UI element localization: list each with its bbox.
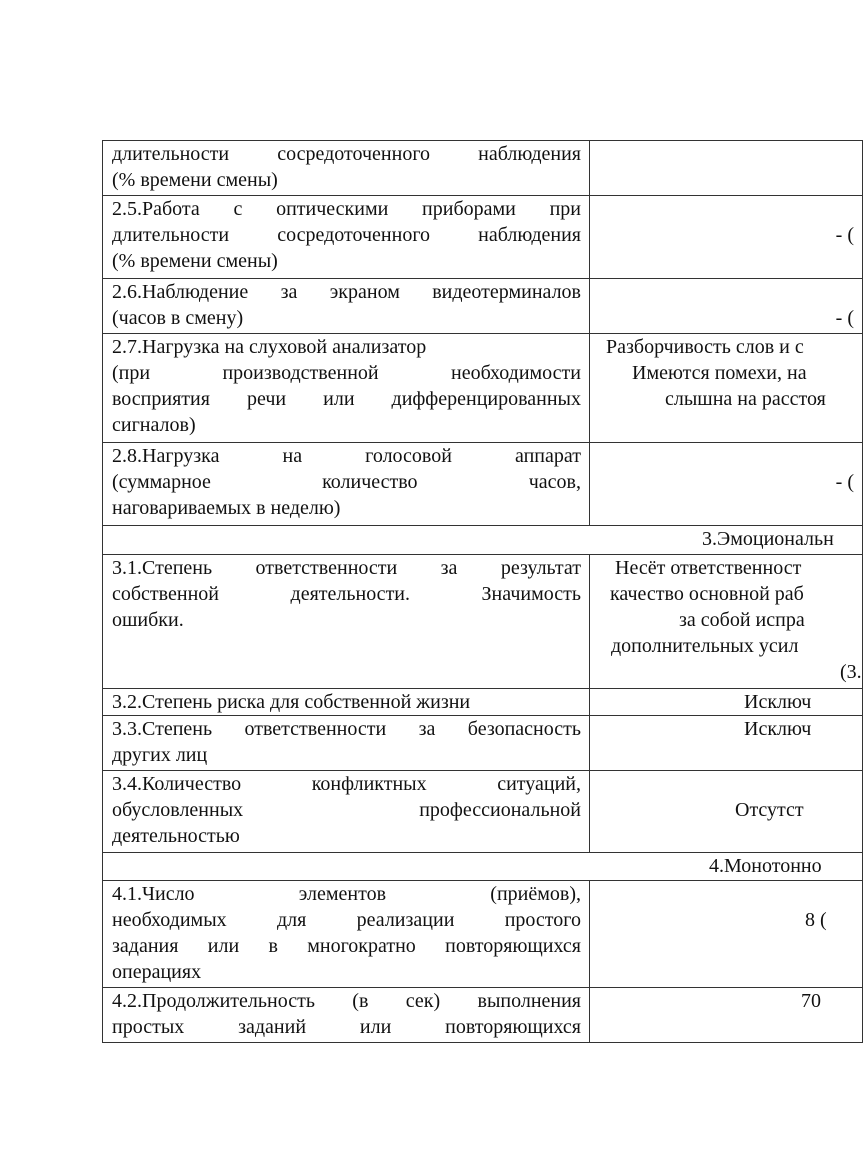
cell-line: собственной деятельности. Значимость <box>112 583 581 605</box>
cell-line: ошибки. <box>112 609 184 631</box>
cell-line: 3.1.Степень ответственности за результат <box>112 557 581 579</box>
table-row <box>103 555 863 689</box>
cell-line: (3. <box>840 661 862 683</box>
cell-line: сигналов) <box>112 414 196 436</box>
table-row <box>103 443 863 526</box>
cell-line: слышна на расстоя <box>665 388 826 410</box>
cell-line: задания или в многократно повторяющихся <box>112 935 581 957</box>
row-value-cell <box>590 196 863 279</box>
cell-line: дополнительных усил <box>611 635 799 657</box>
cell-line: операциях <box>112 961 202 983</box>
row-value-cell <box>590 689 863 716</box>
row-value-cell <box>590 279 863 334</box>
table-row <box>103 716 863 771</box>
cell-line: 4.2.Продолжительность (в сек) выполнения <box>112 990 581 1012</box>
cell-line: 70 <box>801 990 821 1012</box>
cell-line: наговариваемых в неделю) <box>112 497 341 519</box>
row-label-cell <box>103 716 590 771</box>
row-label-cell <box>103 555 590 689</box>
row-label-cell <box>103 881 590 988</box>
section-heading <box>103 853 863 881</box>
row-value-cell <box>590 881 863 988</box>
row-label-cell <box>103 771 590 853</box>
table-row <box>103 196 863 279</box>
row-value-cell <box>590 141 863 196</box>
cell-line: длительности сосредоточенного наблюдения <box>112 143 581 165</box>
cell-line: 3.3.Степень ответственности за безопасность <box>112 718 581 740</box>
cell-line: - ( <box>835 471 854 493</box>
row-label-cell <box>103 334 590 443</box>
cell-line: Имеются помехи, на <box>632 362 807 384</box>
cell-line: простых заданий или повторяющихся <box>112 1016 581 1038</box>
row-value-cell <box>590 771 863 853</box>
cell-line: (суммарное количество часов, <box>112 471 581 493</box>
cell-line: - ( <box>835 224 854 246</box>
row-label-cell <box>103 279 590 334</box>
table-row <box>103 279 863 334</box>
row-label-cell <box>103 988 590 1043</box>
cell-line: восприятия речи или дифференцированных <box>112 388 581 410</box>
working-conditions-table <box>102 140 863 1043</box>
cell-line: 2.7.Нагрузка на слуховой анализатор <box>112 336 427 358</box>
table-row <box>103 689 863 716</box>
table-row <box>103 988 863 1043</box>
cell-line: 8 ( <box>805 909 827 931</box>
cell-line: (% времени смены) <box>112 250 278 272</box>
cell-line: Разборчивость слов и с <box>606 336 804 358</box>
row-value-cell <box>590 988 863 1043</box>
section-title: 4.Монотонно <box>709 855 822 877</box>
cell-line: деятельностью <box>112 825 240 847</box>
section-title: 3.Эмоциональн <box>702 528 834 550</box>
row-value-cell <box>590 443 863 526</box>
cell-line: других лиц <box>112 744 208 766</box>
cell-line: необходимых для реализации простого <box>112 909 581 931</box>
cell-line: 3.4.Количество конфликтных ситуаций, <box>112 773 581 795</box>
table-row <box>103 881 863 988</box>
cell-line: обусловленных профессиональной <box>112 799 581 821</box>
row-value-cell <box>590 555 863 689</box>
section-row <box>103 853 863 881</box>
cell-line: 3.2.Степень риска для собственной жизни <box>112 691 471 713</box>
table-row <box>103 334 863 443</box>
row-value-cell <box>590 334 863 443</box>
row-value-cell <box>590 716 863 771</box>
cell-line: (% времени смены) <box>112 169 278 191</box>
cell-line: 2.5.Работа с оптическими приборами при <box>112 198 581 220</box>
cell-line: длительности сосредоточенного наблюдения <box>112 224 581 246</box>
section-heading <box>103 526 863 555</box>
cell-line: (часов в смену) <box>112 307 244 329</box>
cell-line: 4.1.Число элементов (приёмов), <box>112 883 581 905</box>
cell-line: за собой испра <box>679 609 805 631</box>
table-row <box>103 771 863 853</box>
cell-line: Несёт ответственност <box>615 557 802 579</box>
cell-line: - ( <box>835 307 854 329</box>
cell-line: Исключ <box>744 691 812 713</box>
cell-line: (при производственной необходимости <box>112 362 581 384</box>
table-row <box>103 141 863 196</box>
cell-line: качество основной раб <box>610 583 804 605</box>
cell-line: 2.6.Наблюдение за экраном видеотерминалов <box>112 281 581 303</box>
row-label-cell <box>103 443 590 526</box>
section-row <box>103 526 863 555</box>
row-label-cell <box>103 689 590 716</box>
row-label-cell <box>103 196 590 279</box>
row-label-cell <box>103 141 590 196</box>
cell-line: Отсутст <box>735 799 804 821</box>
cell-line: Исключ <box>744 718 812 740</box>
cell-line: 2.8.Нагрузка на голосовой аппарат <box>112 445 581 467</box>
